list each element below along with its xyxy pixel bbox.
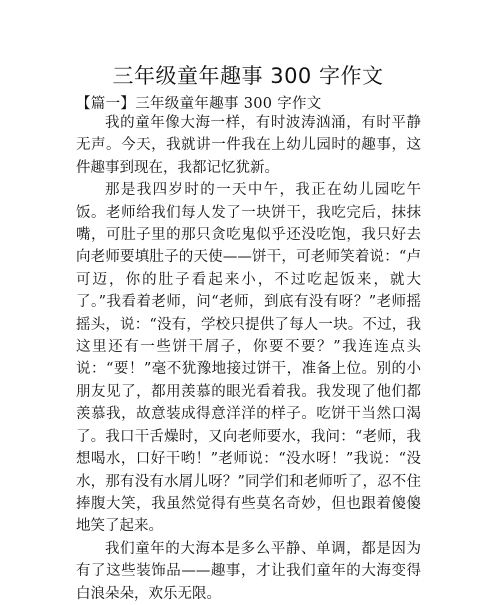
paragraph: 那是我四岁时的一天中午，我正在幼儿园吃午饭。老师给我们每人发了一块饼干，我吃完后，抹抹嘴，可肚子里的那只贪吃鬼似乎还没吃饱，我只好去向老师要填肚子的天使——饼干，可老师笑着说：“卢可迈，你的肚子看起来小，不过吃起饭来，就大了。”我看着老师，问“老师，到底有没有呀？”老师摇摇头，说：“没有，学校只提供了每人一块。不过，我这里还有一些饼干屑子，你要不要？”我连连点头说：“要！”毫不犹豫地接过饼干，准备上位。别的小朋友见了，都用羡慕的眼光看着我。我发现了他们都羡慕我，故意装成得意洋洋的样子。吃饼干当然口渴了。我口干舌燥时，又向老师要水，我问：“老师，我想喝水，口好干哟！”老师说：“没水呀！”我说：“没水，那有没有水屑儿呀？”同学们和老师听了，忍不住捧腹大笑，我虽然觉得有些莫名奇妙，但也跟着傻傻地笑了起来。 [76, 182, 421, 535]
document-title: 三年级童年趣事 300 字作文 [112, 64, 384, 88]
section-heading: 【篇一】三年级童年趣事 300 字作文 [76, 96, 322, 112]
paragraph: 我们童年的大海本是多么平静、单调，都是因为有了这些装饰品——趣事，才让我们童年的大海变得白浪朵朵，欢乐无限。 [76, 540, 421, 602]
paragraph: 我的童年像大海一样，有时波涛汹涌，有时平静无声。今天，我就讲一件我在上幼儿园时的趣事，这件趣事到现在，我都记忆犹新。 [76, 115, 421, 176]
article-body [76, 112, 421, 605]
